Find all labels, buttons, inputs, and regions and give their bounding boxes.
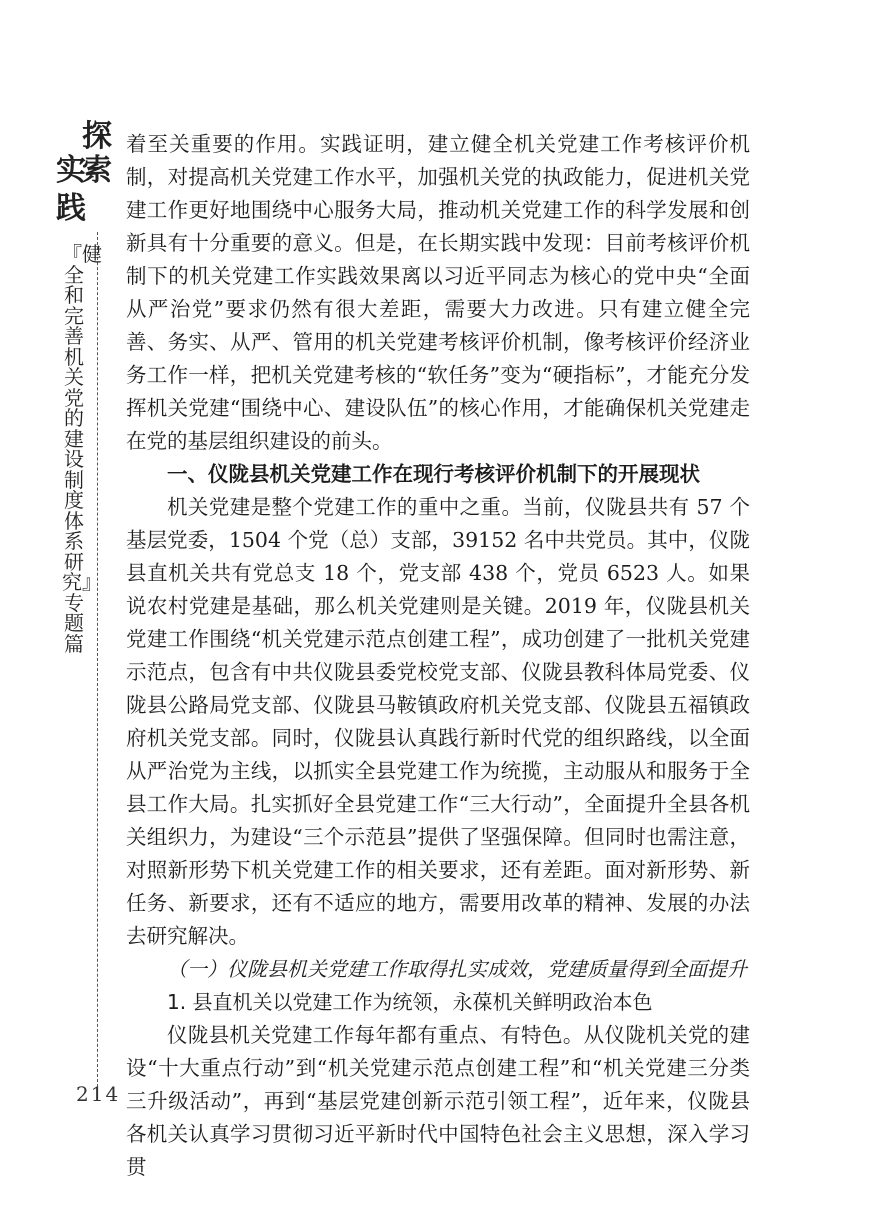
paragraph: 着至关重要的作用。实践证明，建立健全机关党建工作考核评价机制，对提高机关党建工作水平，加强机关党的执政能力，促进机关党建工作更好地围绕中心服务大局，推动机关党建工作的科学发展和创新具有十分重要的意义。但是，在长期实践中发现：目前考核评价机制下的机关党建工作实践效果离以习近平同志为核心的党中央“全面从严治党”要求仍然有很大差距，需要大力改进。只有建立健全完善、务实、从严、管用的机关党建考核评价机制，像考核评价经济业务工作一样，把机关党建考核的“软任务”变为“硬指标”，才能充分发挥机关党建“围绕中心、建设队伍”的核心作用，才能确保机关党建走在党的基层组织建设的前头。: [126, 132, 750, 453]
page-number: 214: [76, 1082, 121, 1106]
sub-subsection-heading: 1. 县直机关以党建工作为统领，永葆机关鲜明政治本色: [167, 990, 653, 1014]
margin-divider: [97, 232, 98, 1087]
logo-char: 索: [82, 153, 112, 188]
logo-char: 实: [56, 153, 86, 188]
series-title: 『健全和完善机关党的建设制度体系研究』专题篇: [62, 242, 102, 656]
section-heading: 一、仪陇县机关党建工作在现行考核评价机制下的开展现状: [167, 462, 700, 486]
paragraph: 仪陇县机关党建工作每年都有重点、有特色。从仪陇机关党的建设“十大重点行动”到“机关党建示范点创建工程”和“机关党建三分类三升级活动”，再到“基层党建创新示范引领工程”，近年来，仪陇县各机关认真学习贯彻习近平新时代中国特色社会主义思想，深入学习贯: [126, 1023, 750, 1179]
logo-char: 探: [82, 119, 112, 154]
body-text: [126, 128, 750, 1184]
logo-char: 践: [56, 191, 86, 226]
subsection-heading: （一）仪陇县机关党建工作取得扎实成效，党建质量得到全面提升: [167, 957, 747, 981]
paragraph: 机关党建是整个党建工作的重中之重。当前，仪陇县共有 57 个基层党委，1504 个党（总）支部，39152 名中共党员。其中，仪陇县直机关共有党总支 18 个，党支部 438 个，党员 6523 人。如果说农村党建是基础，那么机关党建则是关键。2019 年，仪陇县机关党建工作围绕“机关党建示范点创建工程”，成功创建了一批机关党建示范点，包含有中共仪陇县委党校党支部、仪陇县教科体局党委、仪陇县公路局党支部、仪陇县马鞍镇政府机关党支部、仪陇县五福镇政府机关党支部。同时，仪陇县认真践行新时代党的组织路线，以全面从严治党为主线，以抓实全县党建工作为统揽，主动服从和服务于全县工作大局。扎实抓好全县党建工作“三大行动”，全面提升全县各机关组织力，为建设“三个示范县”提供了坚强保障。但同时也需注意，对照新形势下机关党建工作的相关要求，还有差距。面对新形势、新任务、新要求，还有不适应的地方，需要用改革的精神、发展的办法去研究解决。: [126, 495, 750, 948]
series-logo: [56, 120, 114, 230]
